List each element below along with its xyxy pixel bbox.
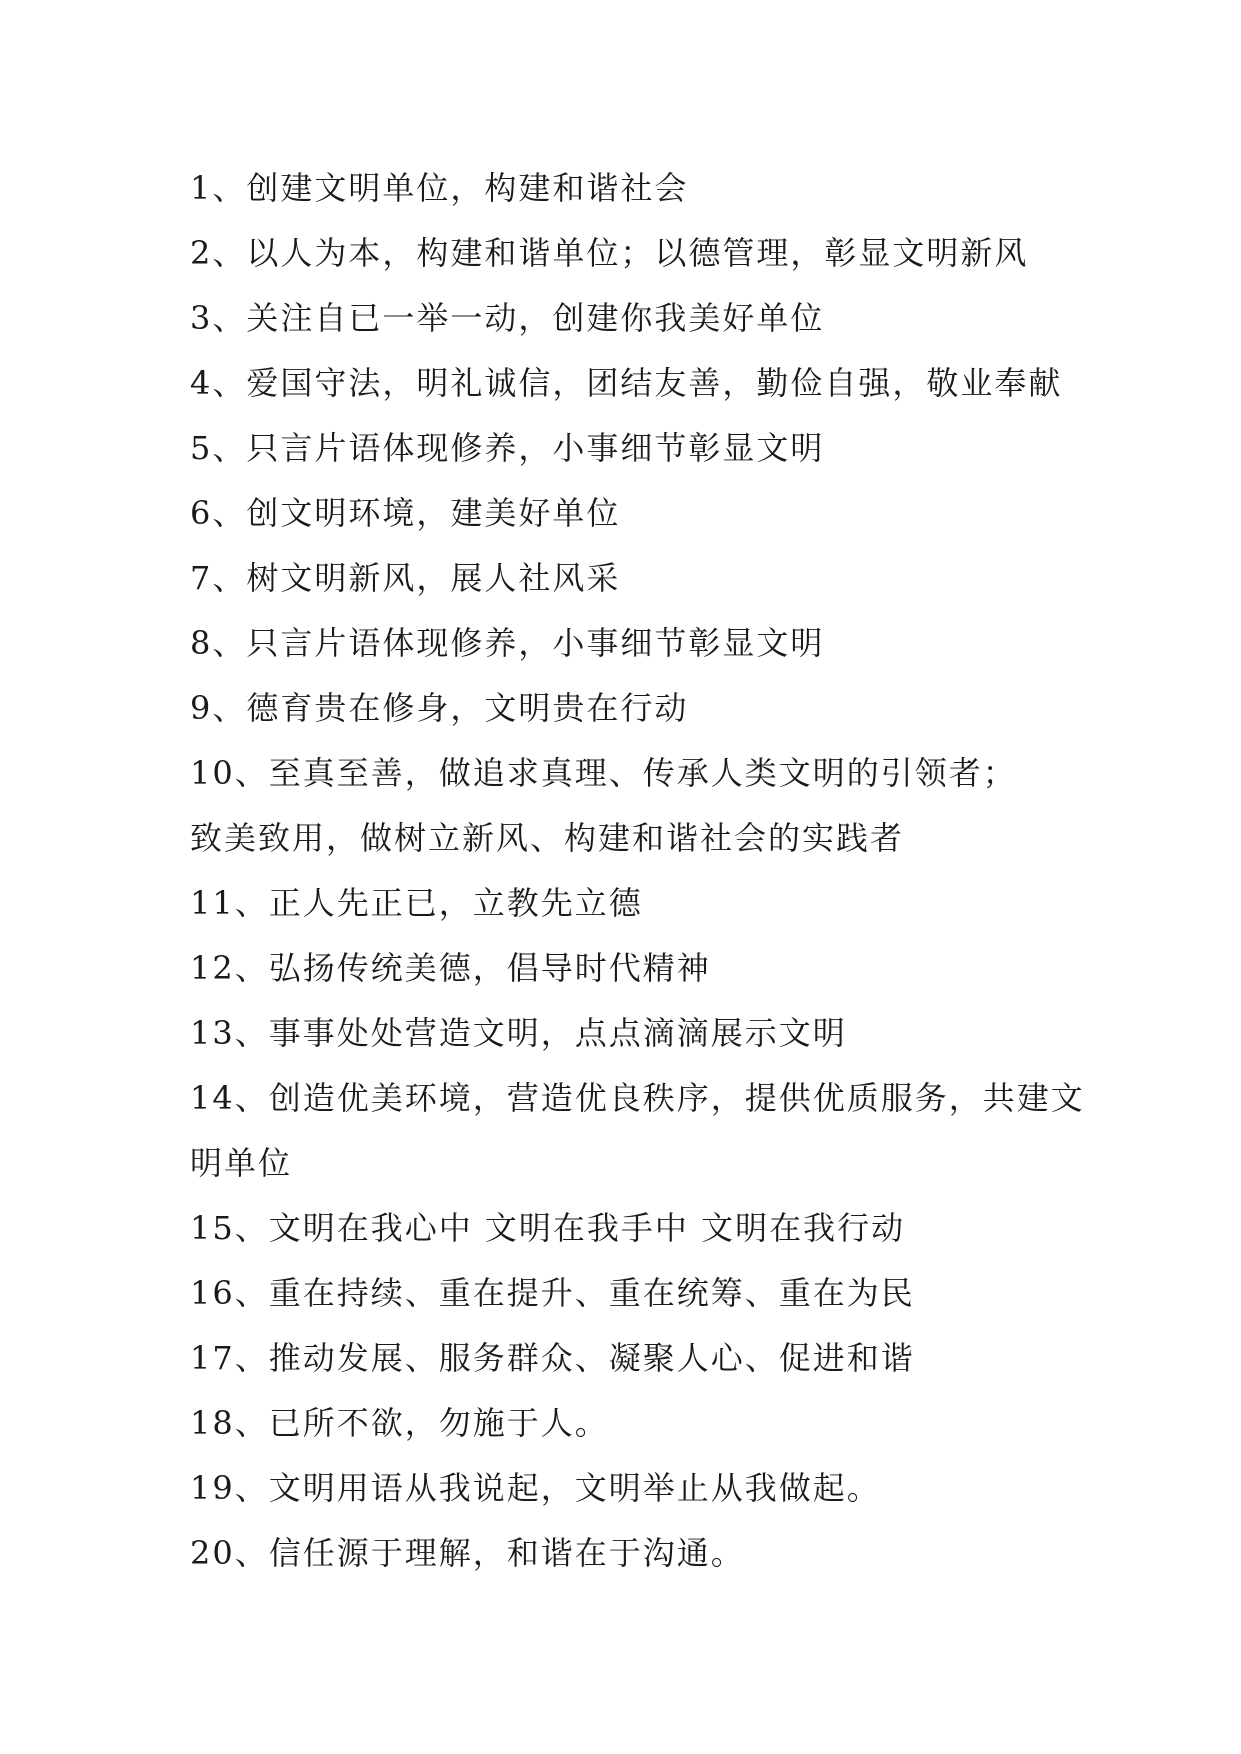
slogan-line: 4、爱国守法，明礼诚信，团结友善，勤俭自强，敬业奉献 [190, 364, 1063, 402]
slogan-line: 11、正人先正已，立教先立德 [190, 884, 643, 922]
slogan-line: 15、文明在我心中 文明在我手中 文明在我行动 [190, 1209, 906, 1247]
slogan-line: 17、推动发展、服务群众、凝聚人心、促进和谐 [190, 1339, 915, 1377]
slogan-line: 20、信任源于理解，和谐在于沟通。 [190, 1534, 745, 1572]
slogan-line: 18、已所不欲，勿施于人。 [190, 1404, 609, 1442]
slogan-line: 8、只言片语体现修养，小事细节彰显文明 [190, 624, 825, 662]
slogan-line: 13、事事处处营造文明，点点滴滴展示文明 [190, 1014, 847, 1052]
slogan-line: 10、至真至善，做追求真理、传承人类文明的引领者； [190, 754, 1017, 792]
slogan-list [190, 156, 1085, 1586]
slogan-line-continued: 明单位 [190, 1144, 293, 1182]
slogan-line: 19、文明用语从我说起，文明举止从我做起。 [190, 1469, 881, 1507]
slogan-line: 9、德育贵在修身，文明贵在行动 [190, 689, 689, 727]
slogan-line: 7、树文明新风，展人社风采 [190, 559, 621, 597]
slogan-line: 3、关注自已一举一动，创建你我美好单位 [190, 299, 825, 337]
slogan-line: 6、创文明环境，建美好单位 [190, 494, 621, 532]
slogan-line: 16、重在持续、重在提升、重在统筹、重在为民 [190, 1274, 915, 1312]
slogan-line: 1、创建文明单位，构建和谐社会 [190, 169, 689, 207]
slogan-line: 2、以人为本，构建和谐单位；以德管理，彰显文明新风 [190, 234, 1029, 272]
slogan-line: 14、创造优美环境，营造优良秩序，提供优质服务，共建文 [190, 1079, 1085, 1117]
slogan-line: 12、弘扬传统美德，倡导时代精神 [190, 949, 711, 987]
slogan-line: 5、只言片语体现修养，小事细节彰显文明 [190, 429, 825, 467]
slogan-line-continued: 致美致用，做树立新风、构建和谐社会的实践者 [190, 819, 905, 857]
